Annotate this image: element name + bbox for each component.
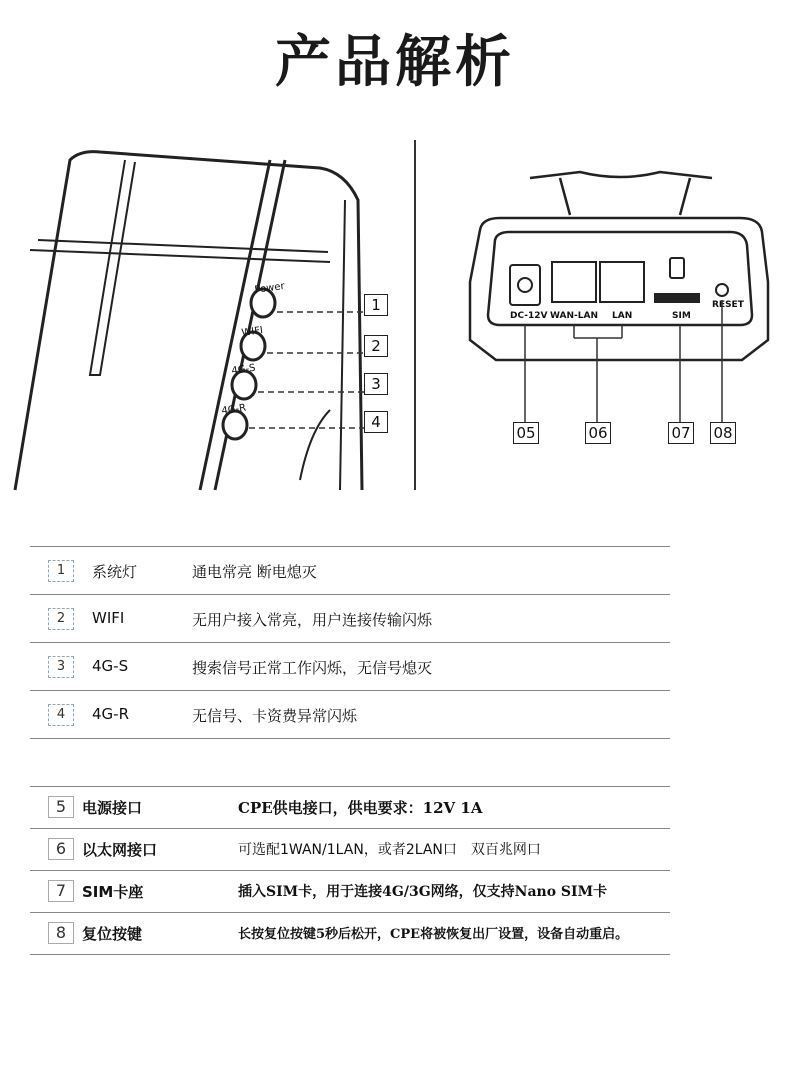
row-name: 以太网接口 — [82, 841, 158, 859]
row-desc: 无信号、卡资费异常闪烁 — [192, 707, 358, 725]
row-desc: 无用户接入常亮，用户连接传输闪烁 — [192, 611, 433, 629]
led-label-4g-r: 4G-R — [220, 402, 247, 417]
row-number: 4 — [48, 704, 74, 726]
row-desc: 插入SIM卡，用于连接4G/3G网络，仅支持Nano SIM卡 — [238, 884, 608, 900]
wan-lan-port — [552, 262, 596, 302]
row-number: 3 — [48, 656, 74, 678]
callout-1: 1 — [364, 294, 388, 316]
page-title: 产品解析 — [275, 30, 515, 95]
callout-08: 08 — [710, 422, 736, 444]
callout-4: 4 — [364, 411, 388, 433]
led-row — [30, 643, 670, 691]
led-label-4g-s: 4G-S — [230, 362, 257, 377]
port-label-wan-lan: WAN-LAN — [550, 311, 598, 321]
device-body-drawing — [15, 152, 362, 490]
led-spec-table — [30, 546, 670, 739]
reset-hole — [716, 284, 728, 296]
row-number: 6 — [48, 838, 74, 860]
port-row — [30, 829, 670, 871]
led-label-wifi: WIFI — [240, 325, 264, 339]
led-label-power: Power — [253, 280, 286, 296]
ports — [510, 258, 728, 305]
row-desc: CPE供电接口，供电要求：12V 1A — [238, 799, 483, 817]
callout-05: 05 — [513, 422, 539, 444]
port-row — [30, 871, 670, 913]
led-row — [30, 546, 670, 595]
row-name: 4G-S — [92, 657, 129, 675]
lan-port — [600, 262, 644, 302]
port-label-dc: DC-12V — [510, 311, 548, 321]
row-number: 7 — [48, 880, 74, 902]
row-desc: 搜索信号正常工作闪烁，无信号熄灭 — [192, 659, 433, 677]
panel-divider — [414, 140, 416, 490]
row-name: 系统灯 — [92, 563, 138, 581]
dc-jack-hole — [518, 278, 532, 292]
callout-06: 06 — [585, 422, 611, 444]
port-label-lan: LAN — [612, 311, 633, 321]
callout-3: 3 — [364, 373, 388, 395]
row-number: 1 — [48, 560, 74, 582]
row-desc: 通电常亮 断电熄灭 — [192, 563, 317, 581]
row-name: 复位按键 — [82, 925, 143, 943]
port-row — [30, 786, 670, 829]
row-desc: 可选配1WAN/1LAN，或者2LAN口 双百兆网口 — [238, 842, 541, 858]
led-row — [30, 691, 670, 739]
row-number: 2 — [48, 608, 74, 630]
sim-slot — [655, 294, 699, 302]
row-number: 8 — [48, 922, 74, 944]
row-name: SIM卡座 — [82, 883, 144, 901]
callout-07: 07 — [668, 422, 694, 444]
sim-icon — [670, 258, 684, 278]
port-label-reset: RESET — [712, 300, 744, 310]
row-name: WIFI — [92, 609, 125, 627]
row-desc: 长按复位按键5秒后松开，CPE将被恢复出厂设置，设备自动重启。 — [238, 927, 629, 942]
row-name: 电源接口 — [82, 799, 143, 817]
port-label-sim: SIM — [672, 311, 691, 321]
led-row — [30, 595, 670, 643]
row-name: 4G-R — [92, 705, 130, 723]
port-spec-table — [30, 786, 670, 955]
callout-2: 2 — [364, 335, 388, 357]
port-row — [30, 913, 670, 955]
row-number: 5 — [48, 796, 74, 818]
